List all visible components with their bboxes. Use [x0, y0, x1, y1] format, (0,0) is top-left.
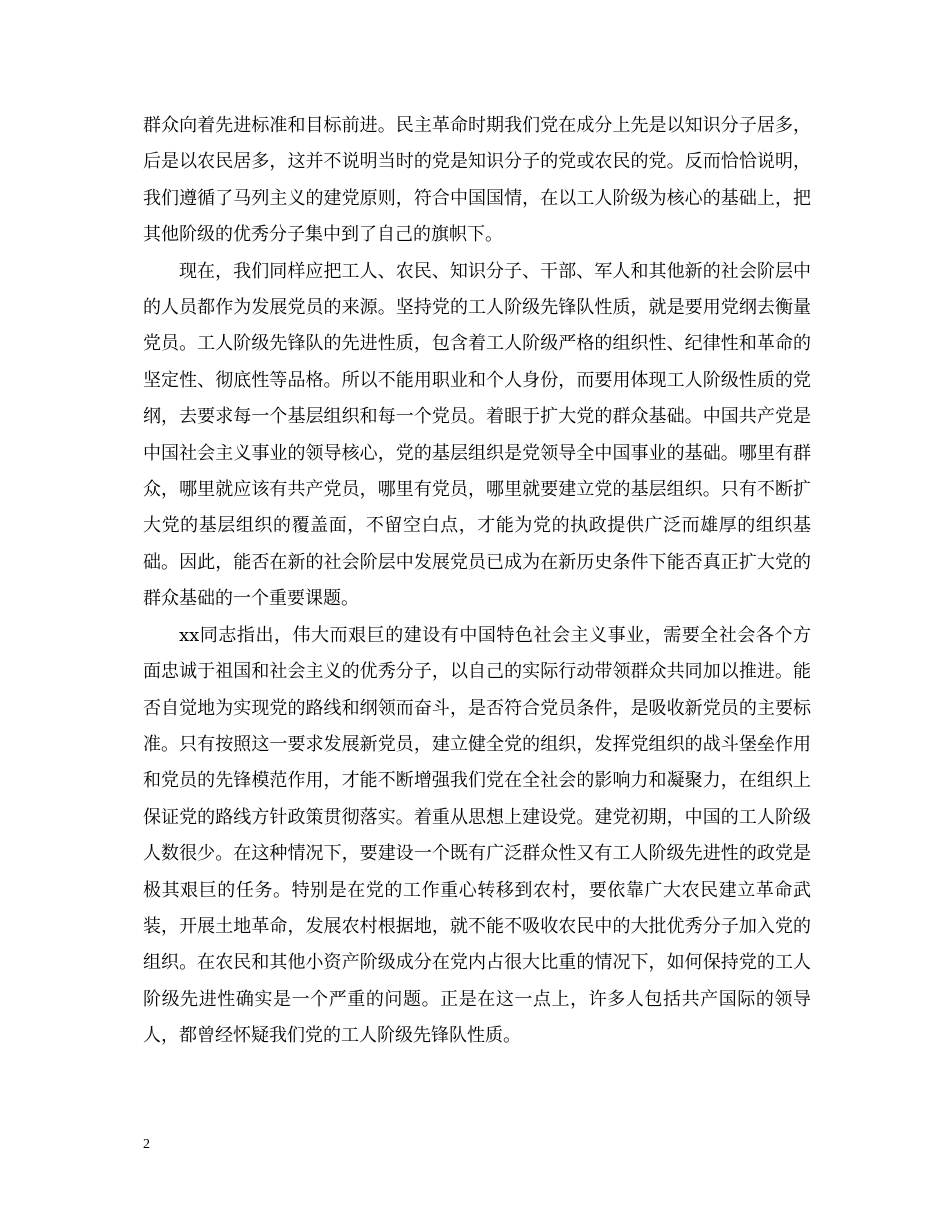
document-body	[143, 108, 811, 1055]
paragraph: 现在，我们同样应把工人、农民、知识分子、干部、军人和其他新的社会阶层中的人员都作为发展党员的来源。坚持党的工人阶级先锋队性质，就是要用党纲去衡量党员。工人阶级先锋队的先进性质，包含着工人阶级严格的组织性、纪律性和革命的坚定性、彻底性等品格。所以不能用职业和个人身份，而要用体现工人阶级性质的党纲，去要求每一个基层组织和每一个党员。着眼于扩大党的群众基础。中国共产党是中国社会主义事业的领导核心，党的基层组织是党领导全中国事业的基础。哪里有群众，哪里就应该有共产党员，哪里有党员，哪里就要建立党的基层组织。只有不断扩大党的基层组织的覆盖面，不留空白点，才能为党的执政提供广泛而雄厚的组织基础。因此，能否在新的社会阶层中发展党员已成为在新历史条件下能否真正扩大党的群众基础的一个重要课题。	[143, 260, 811, 610]
paragraph-continuation: 群众向着先进标准和目标前进。民主革命时期我们党在成分上先是以知识分子居多，后是以农民居多，这并不说明当时的党是知识分子的党或农民的党。反而恰恰说明，我们遵循了马列主义的建党原则，符合中国国情，在以工人阶级为核心的基础上，把其他阶级的优秀分子集中到了自己的旗帜下。	[143, 115, 811, 246]
paragraph: xx同志指出，伟大而艰巨的建设有中国特色社会主义事业，需要全社会各个方面忠诚于祖国和社会主义的优秀分子，以自己的实际行动带领群众共同加以推进。能否自觉地为实现党的路线和纲领而奋斗，是否符合党员条件，是吸收新党员的主要标准。只有按照这一要求发展新党员，建立健全党的组织，发挥党组织的战斗堡垒作用和党员的先锋模范作用，才能不断增强我们党在全社会的影响力和凝聚力，在组织上保证党的路线方针政策贯彻落实。着重从思想上建设党。建党初期，中国的工人阶级人数很少。在这种情况下，要建设一个既有广泛群众性又有工人阶级先进性的政党是极其艰巨的任务。特别是在党的工作重心转移到农村，要依靠广大农民建立革命武装，开展土地革命，发展农村根据地，就不能不吸收农民中的大批优秀分子加入党的组织。在农民和其他小资产阶级成分在党内占很大比重的情况下，如何保持党的工人阶级先进性确实是一个严重的问题。正是在这一点上，许多人包括共产国际的领导人，都曾经怀疑我们党的工人阶级先锋队性质。	[143, 624, 811, 1047]
page-number: 2	[143, 1137, 150, 1152]
